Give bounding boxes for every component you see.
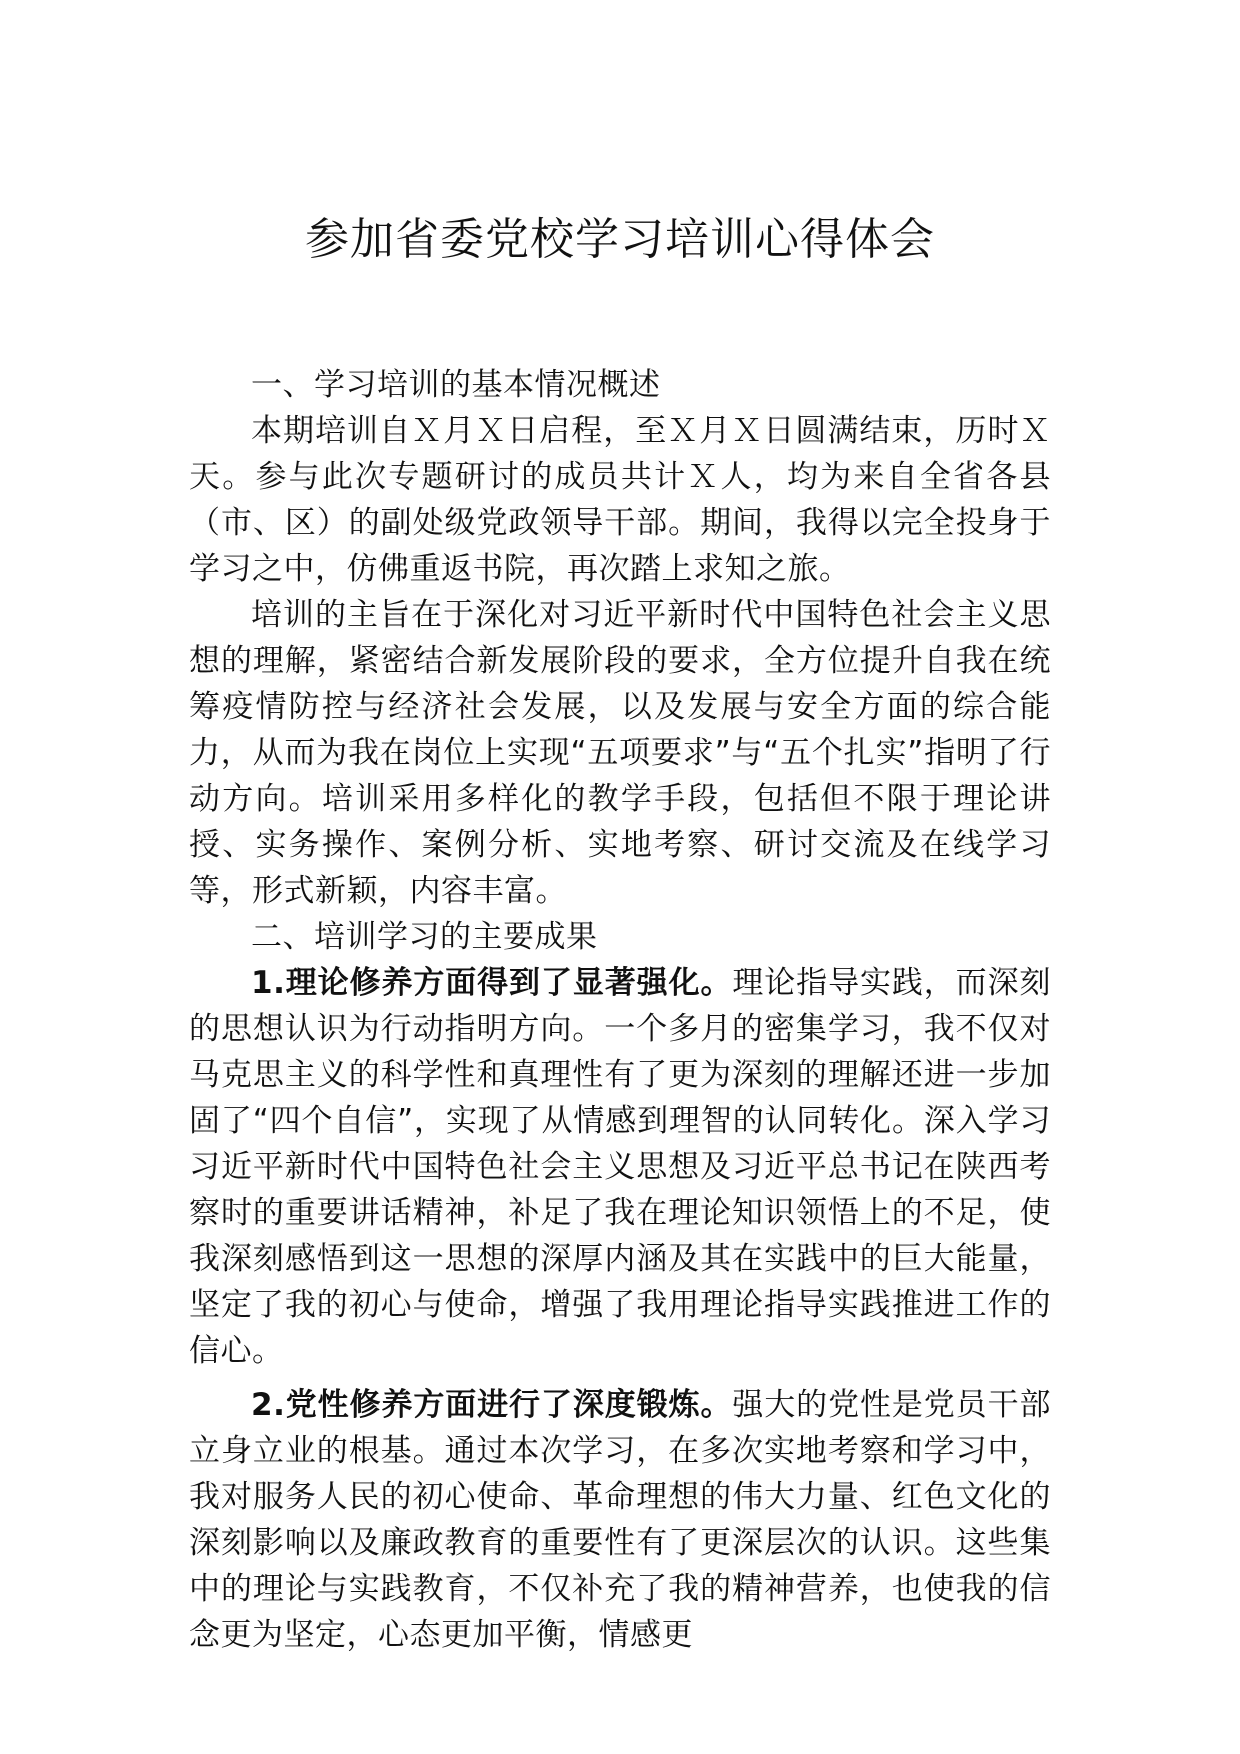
paragraph-theory bbox=[189, 960, 1051, 1374]
paragraph-party-spirit bbox=[189, 1382, 1051, 1658]
paragraph-theory-lead: 1.理论修养方面得到了显著强化。 bbox=[251, 965, 733, 1001]
section-heading-1: 一、学习培训的基本情况概述 bbox=[251, 367, 661, 403]
section-heading-2: 二、培训学习的主要成果 bbox=[251, 919, 598, 955]
paragraph-overview: 本期培训自Ｘ月Ｘ日启程，至Ｘ月Ｘ日圆满结束，历时Ｘ天。参与此次专题研讨的成员共计Ｘ人，均为来自全省各县（市、区）的副处级党政领导干部。期间，我得以完全投身于学习之中，仿佛重返书院，再次踏上求知之旅。 bbox=[189, 413, 1051, 587]
paragraph-party-spirit-text: 强大的党性是党员干部立身立业的根基。通过本次学习，在多次实地考察和学习中，我对服务人民的初心使命、革命理想的伟大力量、红色文化的深刻影响以及廉政教育的重要性有了更深层次的认识。这些集中的理论与实践教育，不仅补充了我的精神营养，也使我的信念更为坚定，心态更加平衡，情感更 bbox=[189, 1387, 1051, 1653]
paragraph-theory-text: 理论指导实践，而深刻的思想认识为行动指明方向。一个多月的密集学习，我不仅对马克思主义的科学性和真理性有了更为深刻的理解还进一步加固了“四个自信”，实现了从情感到理智的认同转化。深入学习习近平新时代中国特色社会主义思想及习近平总书记在陕西考察时的重要讲话精神，补足了我在理论知识领悟上的不足，使我深刻感悟到这一思想的深厚内涵及其在实践中的巨大能量，坚定了我的初心与使命，增强了我用理论指导实践推进工作的信心。 bbox=[189, 965, 1051, 1369]
document-title: 参加省委党校学习培训心得体会 bbox=[305, 214, 935, 265]
paragraph-purpose: 培训的主旨在于深化对习近平新时代中国特色社会主义思想的理解，紧密结合新发展阶段的要求，全方位提升自我在统筹疫情防控与经济社会发展，以及发展与安全方面的综合能力，从而为我在岗位上实现“五项要求”与“五个扎实”指明了行动方向。培训采用多样化的教学手段，包括但不限于理论讲授、实务操作、案例分析、实地考察、研讨交流及在线学习等，形式新颖，内容丰富。 bbox=[189, 597, 1051, 909]
document-body bbox=[189, 362, 1051, 1658]
document-page bbox=[189, 210, 1051, 1658]
paragraph-party-spirit-lead: 2.党性修养方面进行了深度锻炼。 bbox=[251, 1387, 733, 1423]
paragraph-spacer bbox=[189, 1374, 1051, 1382]
